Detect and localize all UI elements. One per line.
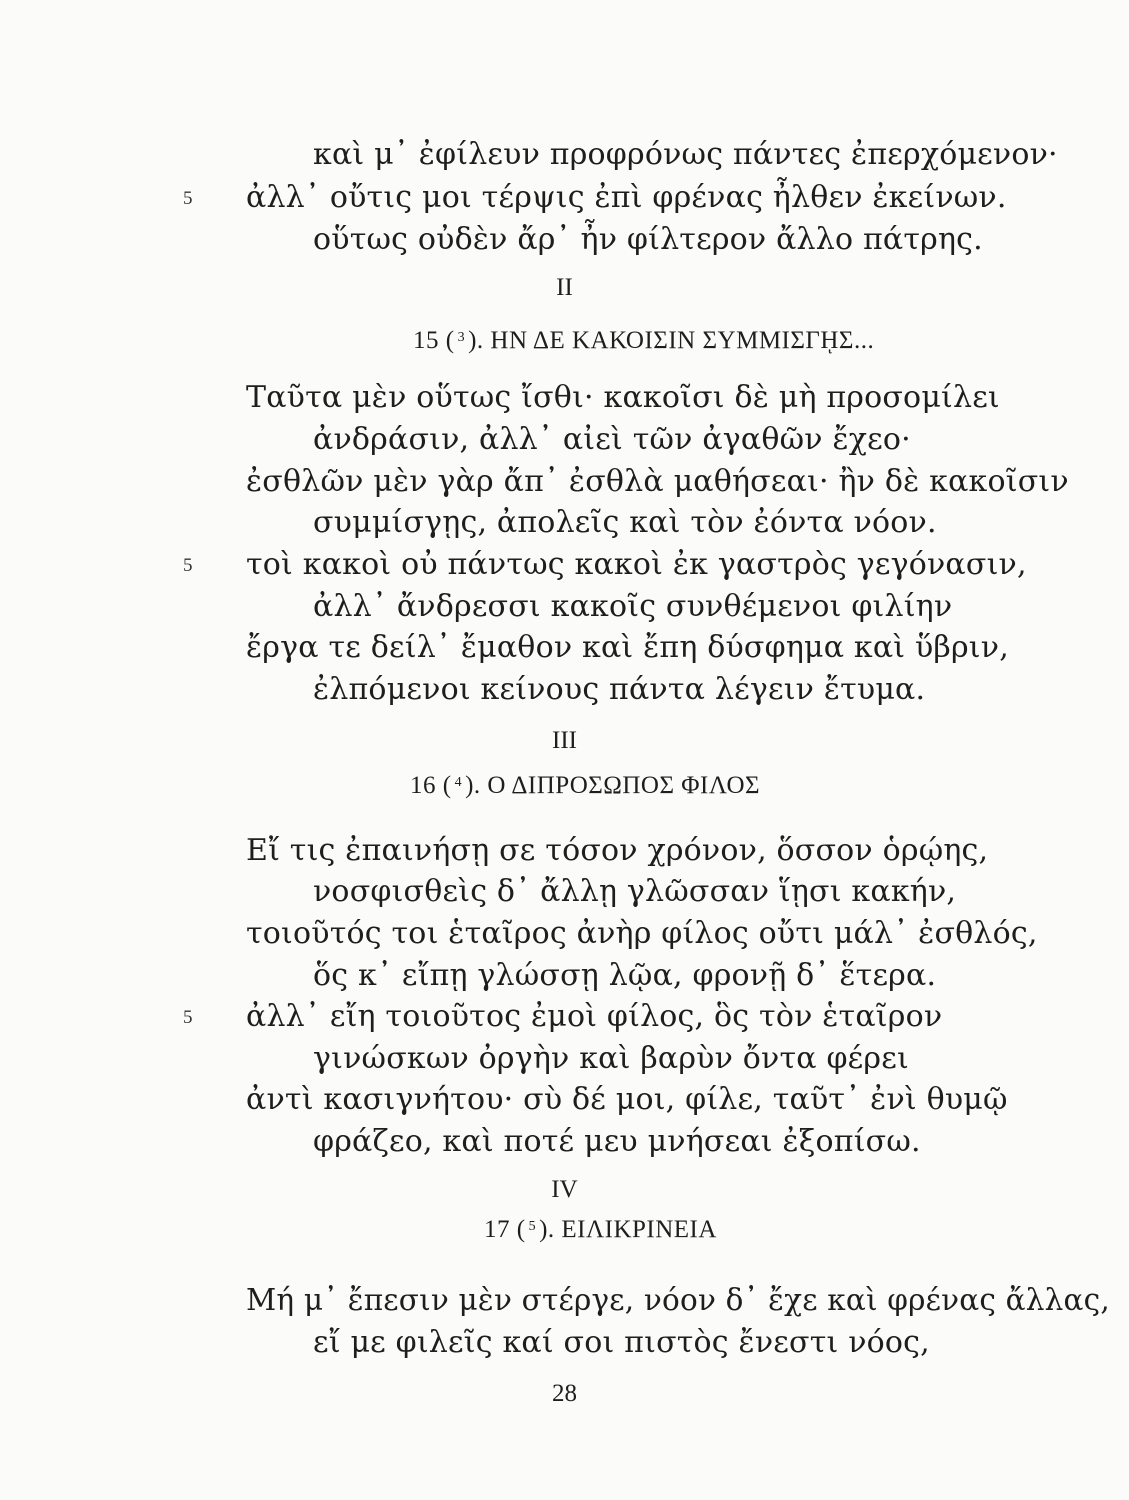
poem-title: ). ΗΝ ΔΕ ΚΑΚΟΙΣΙΝ ΣΥΜΜΙΣΓῌΣ... [468,327,875,354]
section-numeral: II [556,274,573,301]
verse-line: Ταῦτα μὲν οὕτως ἴσθι· κακοῖσι δὲ μὴ προσομίλει [246,380,1000,415]
verse-line-number: 5 [183,1007,193,1028]
verse-line: Μή μ᾿ ἔπεσιν μὲν στέργε, νόον δ᾿ ἔχε καὶ φρένας ἄλλας, [246,1283,1110,1318]
verse-line: νοσφισθεὶς δ᾿ ἄλλῃ γλῶσσαν ἵῃσι κακήν, [313,874,957,909]
poem-number: 15 ( [413,327,455,354]
verse-line: συμμίσγῃς, ἀπολεῖς καὶ τὸν ἐόντα νόον. [313,505,937,540]
poem-heading [413,327,874,355]
verse-line: ἀλλ᾿ εἴη τοιοῦτος ἐμοὶ φίλος, ὃς τὸν ἑταῖρον [246,999,943,1034]
section-numeral: III [552,727,577,754]
verse-line: ἀντὶ κασιγνήτου· σὺ δέ μοι, φίλε, ταῦτ᾿ ἐνὶ θυμῷ [246,1082,1008,1117]
poem-heading [484,1216,717,1244]
verse-line: φράζεο, καὶ ποτέ μευ μνήσεαι ἐξοπίσω. [313,1124,921,1159]
verse-line-number: 5 [183,188,193,209]
poem-heading [410,772,760,800]
verse-line: οὕτως οὐδὲν ἄρ᾿ ἦν φίλτερον ἄλλο πάτρης. [313,222,983,257]
verse-line: ἐλπόμενοι κείνους πάντα λέγειν ἔτυμα. [313,672,926,707]
poem-reference: 5 [528,1219,537,1234]
verse-line: ἀλλ᾿ ἄνδρεσσι κακοῖς συνθέμενοι φιλίην [313,589,953,624]
verse-line: ἐσθλῶν μὲν γὰρ ἄπ᾿ ἐσθλὰ μαθήσεαι· ἢν δὲ κακοῖσιν [246,464,1069,499]
verse-line: ὅς κ᾿ εἴπῃ γλώσσῃ λῷα, φρονῇ δ᾿ ἕτερα. [313,958,937,993]
poem-reference: 3 [457,330,466,345]
verse-line: ἀνδράσιν, ἀλλ᾿ αἰεὶ τῶν ἀγαθῶν ἔχεο· [313,422,911,457]
poem-title: ). Ο ΔΙΠΡΟΣΩΠΟΣ ΦΙΛΟΣ [465,772,761,799]
verse-line: γινώσκων ὀργὴν καὶ βαρὺν ὄντα φέρει [313,1041,909,1076]
verse-line: τοὶ κακοὶ οὐ πάντως κακοὶ ἐκ γαστρὸς γεγόνασιν, [246,547,1027,582]
page-number: 28 [552,1380,577,1407]
verse-line: Εἴ τις ἐπαινήσῃ σε τόσον χρόνον, ὅσσον ὁρῴης, [246,833,989,868]
poem-title: ). ΕΙΛΙΚΡΙΝΕΙΑ [539,1216,717,1243]
verse-line: τοιοῦτός τοι ἑταῖρος ἀνὴρ φίλος οὔτι μάλ᾿ ἐσθλός, [246,916,1038,951]
verse-line: ἀλλ᾿ οὔτις μοι τέρψις ἐπὶ φρένας ἦλθεν ἐκείνων. [246,180,1007,215]
poem-number: 17 ( [484,1216,526,1243]
poem-number: 16 ( [410,772,452,799]
verse-line: εἴ με φιλεῖς καί σοι πιστὸς ἔνεστι νόος, [313,1325,930,1360]
verse-line: καὶ μ᾿ ἐφίλευν προφρόνως πάντες ἐπερχόμενον· [313,137,1058,172]
poem-reference: 4 [454,775,463,790]
section-numeral: IV [551,1176,578,1203]
verse-line: ἔργα τε δείλ᾿ ἔμαθον καὶ ἔπη δύσφημα καὶ ὕβριν, [246,630,1009,665]
verse-line-number: 5 [183,555,193,576]
